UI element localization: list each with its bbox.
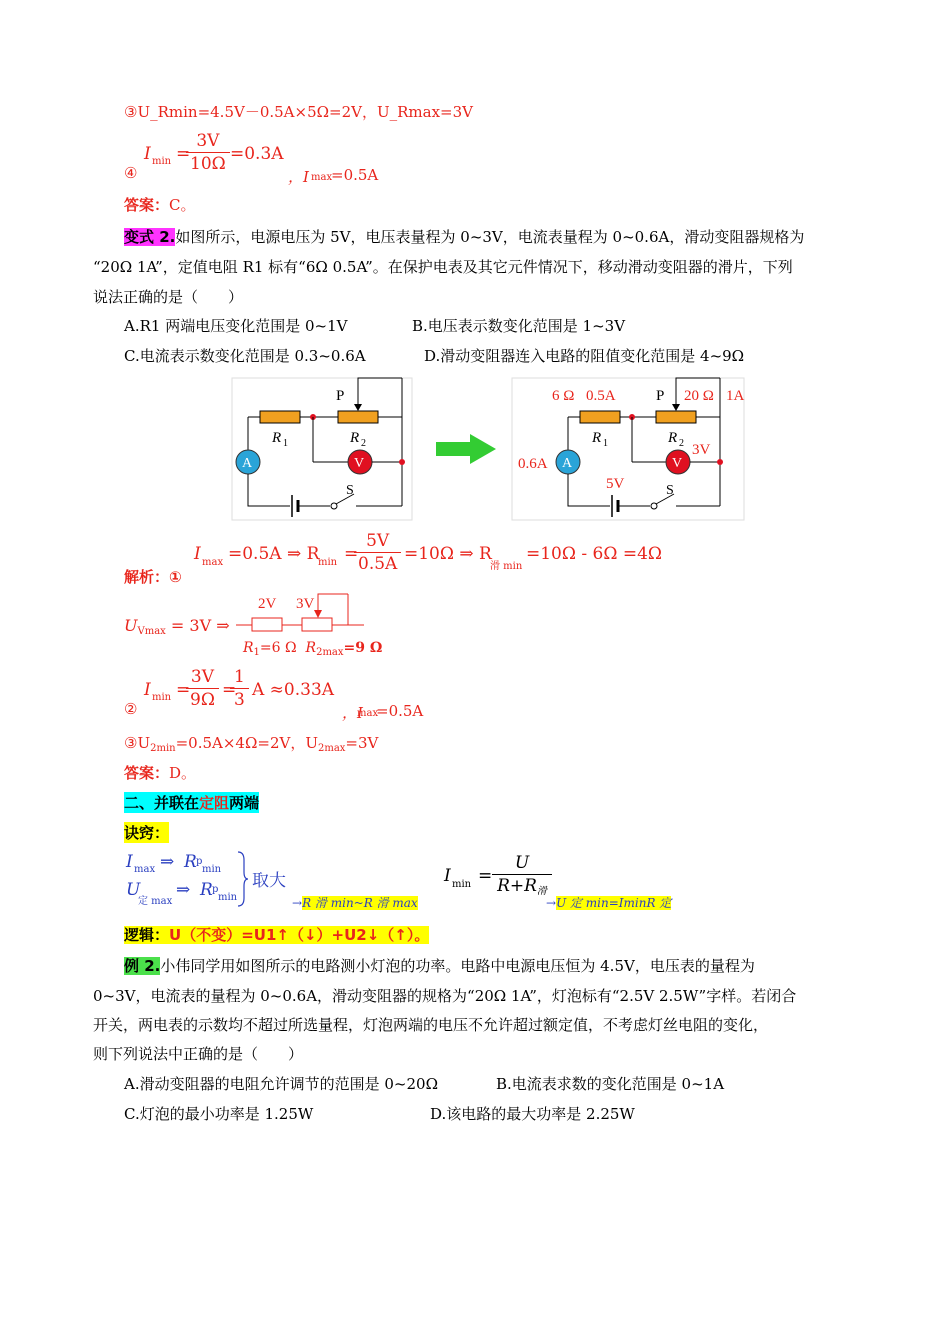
option-d: D.滑动变阻器连入电路的阻值变化范围是 4~9Ω <box>424 347 745 365</box>
fraction-numerator: 5V <box>354 530 401 553</box>
result-value: U 定 min=IminR 定 <box>556 896 672 910</box>
label-r1: R <box>592 430 602 446</box>
label-2v: 2V <box>258 596 277 612</box>
subscript: min <box>218 892 238 903</box>
question-text: 小伟同学用如图所示的电路测小灯泡的功率。电路中电源电压恒为 4.5V，电压表的量程为 <box>160 957 755 975</box>
title-part: 二、并联在 <box>124 794 200 812</box>
variant-tag: 变式 2. <box>124 228 176 246</box>
option-b: B.电压表示数变化范围是 1~3V <box>412 317 626 335</box>
answer-line-1 <box>124 194 196 215</box>
option-c: C.灯泡的最小功率是 1.25W <box>124 1105 314 1123</box>
symbol-i: I <box>144 144 151 164</box>
circuit-diagrams <box>230 376 746 522</box>
label-a: A <box>242 456 253 471</box>
fraction <box>230 666 249 711</box>
imax-value: =0.5A <box>376 702 424 720</box>
example2-line3: 开关，两电表的示数均不超过所选量程，灯泡两端的电压不允许超过额定值，不考虑灯丝电阻的变化， <box>93 1016 769 1034</box>
subscript: min <box>202 864 222 875</box>
symbol-i: I <box>144 680 151 700</box>
subscript: 定 max <box>138 896 173 907</box>
fraction-numerator: 3V <box>186 130 230 153</box>
subscript: p <box>196 856 203 867</box>
arrow-right-icon <box>436 434 496 464</box>
imax-label: ，I <box>288 168 309 186</box>
variant2-line3: 说法正确的是（ ） <box>93 288 244 306</box>
uvmax-label <box>124 616 230 637</box>
equals: = <box>222 680 237 700</box>
fraction <box>492 852 552 903</box>
fraction-denominator <box>492 875 552 903</box>
label-r2: R <box>668 430 678 446</box>
arrow-right-icon: → <box>292 896 303 910</box>
example2-line4: 则下列说法中正确的是（ ） <box>93 1045 304 1063</box>
example2-line1 <box>124 955 755 976</box>
equals: = <box>176 680 191 700</box>
label-r1-sub: 1 <box>283 438 288 449</box>
label-r2-sub: 2 <box>679 438 684 449</box>
logic-text: U（不变）=U1↑（↓）+U2↓（↑）。 <box>169 926 430 944</box>
eq-part: =3V <box>345 734 379 752</box>
note-r2-current: 1A <box>726 388 745 404</box>
implies-icon: ⇒ <box>176 880 191 900</box>
fraction-numerator: 1 <box>230 666 249 689</box>
imax-value: =0.5A <box>331 166 379 184</box>
divider-labels <box>243 640 382 658</box>
note-ammeter-range: 0.6A <box>518 456 548 472</box>
equals: = <box>344 544 359 564</box>
variant2-line1 <box>124 226 804 247</box>
subscript: max <box>357 708 379 719</box>
option-a: A.R1 两端电压变化范围是 0~1V <box>124 317 348 335</box>
subscript: min <box>152 692 172 703</box>
brace-icon <box>236 850 250 908</box>
analysis-label: 解析：① <box>124 568 182 586</box>
label-r2: R <box>350 430 360 446</box>
formula-result-2 <box>546 894 671 911</box>
eq-part: =0.5A×4Ω=2V，U <box>175 734 318 752</box>
label-r1: R <box>272 430 282 446</box>
symbol-u: U <box>126 880 141 900</box>
fraction-denominator: 9Ω <box>190 690 215 710</box>
implies-icon: ⇒ <box>160 852 175 872</box>
note-battery-voltage: 5V <box>606 476 625 492</box>
subscript: 2max <box>316 647 344 658</box>
tip-label: 诀窍： <box>124 824 170 842</box>
label-r1: R <box>243 640 254 656</box>
take-max-text: 取大 <box>252 871 286 891</box>
note-r2-resistance: 20 Ω <box>684 388 714 404</box>
label-p: P <box>656 388 665 404</box>
formula-result-1 <box>292 894 418 911</box>
circle-number: ④ <box>124 164 138 182</box>
circuit-right <box>512 378 745 520</box>
fraction-denominator: 3 <box>234 690 245 710</box>
resistor-r1 <box>260 411 300 423</box>
label-s: S <box>666 483 674 498</box>
variant2-line2: “20Ω 1A”，定值电阻 R1 标有“6Ω 0.5A”。在保护电表及其它元件情况下，移动滑动变阻器的滑片，下列 <box>93 258 793 276</box>
uvmax-value: = 3V ⇒ <box>170 616 230 635</box>
eq-part: A ≈0.33A <box>252 680 335 700</box>
example2-line2: 0~3V，电流表的量程为 0~0.6A，滑动变阻器的规格为“20Ω 1A”，灯泡标有“2.5V 2.5W”字样。若闭合 <box>93 987 797 1005</box>
symbol-u: U <box>124 616 138 635</box>
subscript: min <box>318 557 338 568</box>
option-a: A.滑动变阻器的电阻允许调节的范围是 0~20Ω <box>124 1075 439 1093</box>
equals: = <box>176 144 191 164</box>
fraction <box>186 130 230 175</box>
result-range: R 滑 min~R 滑 max <box>302 896 418 910</box>
imax-label: ，I <box>342 704 363 722</box>
question-text: 如图所示，电源电压为 5V，电压表量程为 0~3V，电流表量程为 0~0.6A，滑动变阻器规格为 <box>175 228 805 246</box>
equals: = <box>478 866 493 886</box>
fraction-numerator: U <box>492 852 552 875</box>
label-r2-sub: 2 <box>361 438 366 449</box>
resistor-r2 <box>338 411 378 423</box>
eq-part: =10Ω - 6Ω =4Ω <box>526 544 662 564</box>
fraction-denominator: 10Ω <box>190 154 226 174</box>
eq-part: ③U <box>124 734 151 752</box>
answer-value: D。 <box>169 764 197 782</box>
symbol-r: R <box>200 880 213 900</box>
subscript: min <box>452 879 472 890</box>
logic-label: 逻辑： <box>124 926 170 944</box>
label-3v: 3V <box>296 596 315 612</box>
fraction-numerator: 3V <box>186 666 219 689</box>
subscript: Vmax <box>137 626 166 637</box>
title-part: 两端 <box>229 794 260 812</box>
prev-step3: ③U_Rmin=4.5V－0.5A×5Ω=2V，U_Rmax=3V <box>124 103 474 121</box>
r2max-value: =9 Ω <box>343 640 383 656</box>
fraction <box>354 530 401 575</box>
subscript: 滑 <box>536 886 547 897</box>
title-highlight: 定阻 <box>199 794 230 812</box>
subscript: 1 <box>253 647 260 658</box>
note-r1-current: 0.5A <box>586 388 616 404</box>
section-title <box>124 792 259 813</box>
result: =0.3A <box>230 144 284 164</box>
symbol-i: I <box>194 544 201 564</box>
analysis-step3 <box>124 732 378 754</box>
option-c: C.电流表示数变化范围是 0.3~0.6A <box>124 347 366 365</box>
answer-value: C。 <box>169 196 196 214</box>
answer-label: 答案： <box>124 196 170 214</box>
subscript: 2min <box>150 743 176 754</box>
eq-part: =0.5A ⇒ R <box>228 544 320 564</box>
circle-number: ② <box>124 700 138 718</box>
label-p: P <box>336 388 345 404</box>
fraction-denominator: 0.5A <box>358 554 398 574</box>
subscript: max <box>202 557 224 568</box>
symbol-i: I <box>444 866 451 886</box>
circuit-left <box>232 378 412 520</box>
option-b: B.电流表求数的变化范围是 0~1A <box>496 1075 725 1093</box>
note-r1-resistance: 6 Ω <box>552 388 575 404</box>
denominator-text: R+R <box>497 876 537 896</box>
r1-value: =6 Ω <box>259 640 297 656</box>
subscript: min <box>152 156 172 167</box>
subscript: max <box>311 172 333 183</box>
label-a: A <box>562 456 573 471</box>
answer-label: 答案： <box>124 764 170 782</box>
subscript: 2max <box>317 743 346 754</box>
label-v: V <box>354 456 365 471</box>
subscript: 滑 min <box>490 561 523 572</box>
note-voltmeter-range: 3V <box>692 442 711 458</box>
label-v: V <box>672 456 683 471</box>
symbol-i: I <box>126 852 133 872</box>
fraction <box>186 666 219 711</box>
label-s: S <box>346 483 354 498</box>
symbol-r: R <box>184 852 197 872</box>
logic-line <box>124 924 429 945</box>
arrow-right-icon: → <box>546 896 557 910</box>
answer-line-2 <box>124 762 196 783</box>
subscript: p <box>212 884 219 895</box>
label-r2: R <box>305 640 317 656</box>
subscript: max <box>134 864 156 875</box>
eq-part: =10Ω ⇒ R <box>404 544 492 564</box>
label-r1-sub: 1 <box>603 438 608 449</box>
example-tag: 例 2. <box>124 957 161 975</box>
option-d: D.该电路的最大功率是 2.25W <box>430 1105 635 1123</box>
